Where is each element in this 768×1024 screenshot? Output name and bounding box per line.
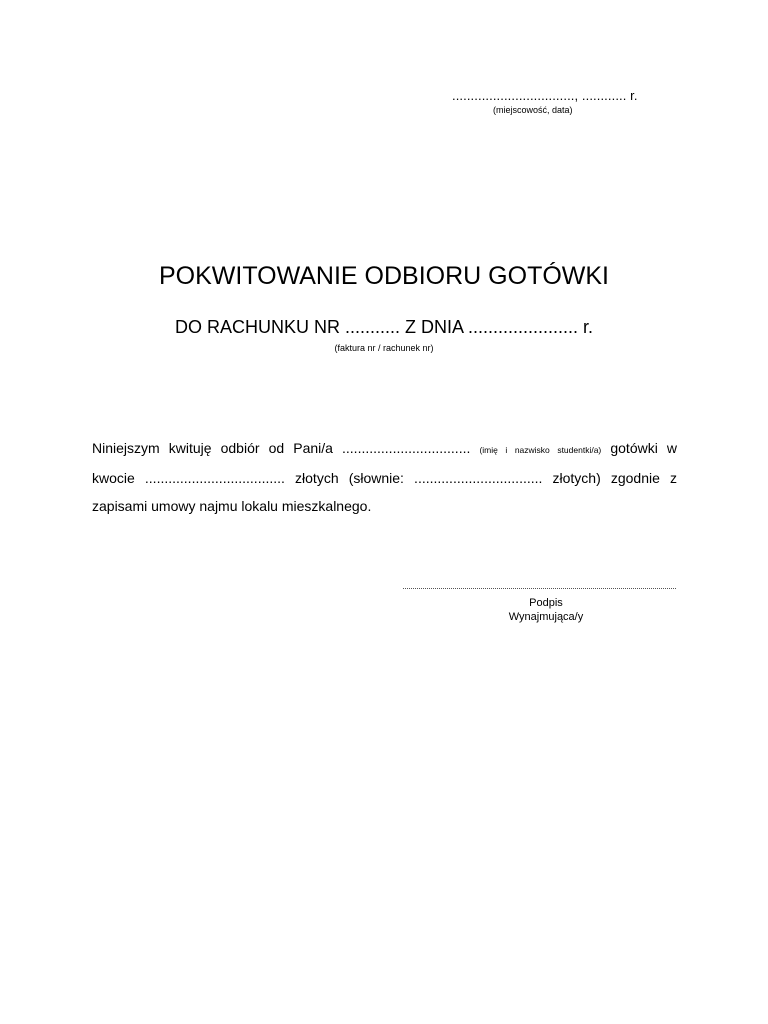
signature-line	[403, 588, 676, 589]
signature-role: Wynajmująca/y	[508, 611, 584, 623]
body-line-1	[92, 434, 677, 464]
body-line-2: kwocie .................................... złotych (słownie: ................................. złotych) zgodnie z	[92, 470, 677, 486]
body-line-1-end: gotówki w	[601, 440, 678, 456]
document-title: POKWITOWANIE ODBIORU GOTÓWKI	[158, 262, 609, 290]
signature-caption	[403, 596, 689, 624]
signature-label: Podpis	[529, 597, 563, 609]
place-date-field: ................................., ............ r.	[452, 88, 638, 103]
place-date-caption: (miejscowość, data)	[493, 105, 573, 115]
body-line-3: zapisami umowy najmu lokalu mieszkalnego.	[92, 498, 372, 514]
body-paragraph	[92, 434, 677, 520]
body-line-1-start: Niniejszym kwituję odbiór od Pani/a .................................	[92, 440, 480, 456]
subtitle-caption: (faktura nr / rachunek nr)	[334, 343, 434, 353]
document-subtitle: DO RACHUNKU NR ........... Z DNIA ...................... r.	[174, 317, 594, 337]
name-caption: (imię i nazwisko studentki/a)	[479, 445, 602, 455]
